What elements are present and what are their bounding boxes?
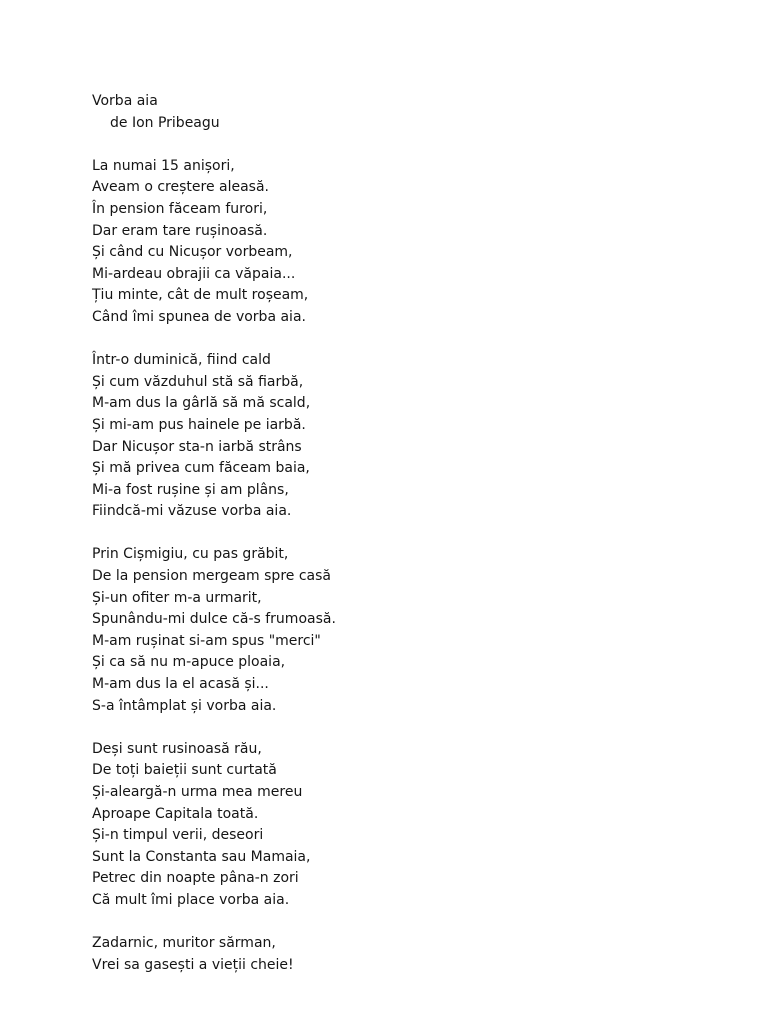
verse-line: Zadarnic, muritor sărman,: [92, 935, 276, 952]
verse-line: Dar eram tare rușinoasă.: [92, 222, 268, 239]
stanza-5: [92, 933, 692, 976]
poem-author: de Ion Pribeagu: [110, 114, 220, 131]
verse-line: De la pension mergeam spre casă: [92, 568, 331, 585]
poem-header: [92, 91, 692, 134]
verse-line: S-a întâmplat și vorba aia.: [92, 697, 277, 714]
verse-line: M-am dus la el acasă și...: [92, 676, 269, 693]
verse-line: La numai 15 anișori,: [92, 157, 235, 174]
verse-line: Dar Nicușor sta-n iarbă strâns: [92, 438, 302, 455]
verse-line: Sunt la Constanta sau Mamaia,: [92, 848, 311, 865]
verse-line: Prin Cișmigiu, cu pas grăbit,: [92, 546, 289, 563]
verse-line: M-am dus la gârlă să mă scald,: [92, 395, 311, 412]
verse-line: Și ca să nu m-apuce ploaia,: [92, 654, 286, 671]
verse-line: Vrei sa gasești a vieții cheie!: [92, 956, 294, 973]
verse-line: Mi-a fost rușine și am plâns,: [92, 481, 289, 498]
verse-line: Aproape Capitala toată.: [92, 805, 259, 822]
stanza-4: [92, 739, 692, 912]
verse-line: Într-o duminică, fiind cald: [92, 352, 271, 369]
poem: [92, 91, 692, 998]
poem-title: Vorba aia: [92, 93, 158, 109]
verse-line: Fiindcă-mi văzuse vorba aia.: [92, 503, 292, 520]
verse-line: Că mult îmi place vorba aia.: [92, 891, 290, 908]
verse-line: Aveam o creștere aleasă.: [92, 179, 269, 196]
verse-line: Și mă privea cum făceam baia,: [92, 460, 310, 477]
verse-line: M-am rușinat si-am spus "merci": [92, 632, 321, 649]
verse-line: Și-n timpul verii, deseori: [92, 827, 264, 844]
verse-line: În pension făceam furori,: [92, 200, 268, 217]
verse-line: Deși sunt rusinoasă rău,: [92, 740, 262, 757]
stanza-2: [92, 350, 692, 523]
verse-line: Mi-ardeau obrajii ca văpaia...: [92, 265, 296, 282]
verse-line: De toți baieții sunt curtată: [92, 762, 277, 779]
verse-line: Și când cu Nicușor vorbeam,: [92, 244, 293, 261]
verse-line: Când îmi spunea de vorba aia.: [92, 308, 306, 325]
verse-line: Și-un ofiter m-a urmarit,: [92, 589, 262, 606]
verse-line: Spunându-mi dulce că-s frumoasă.: [92, 611, 336, 628]
verse-line: Petrec din noapte pâna-n zori: [92, 870, 299, 887]
verse-line: Și cum văzduhul stă să fiarbă,: [92, 373, 304, 390]
stanza-3: [92, 544, 692, 717]
stanza-1: [92, 156, 692, 329]
verse-line: Și mi-am pus hainele pe iarbă.: [92, 416, 306, 433]
verse-line: Țiu minte, cât de mult roșeam,: [92, 287, 309, 304]
verse-line: Și-aleargă-n urma mea mereu: [92, 784, 303, 800]
